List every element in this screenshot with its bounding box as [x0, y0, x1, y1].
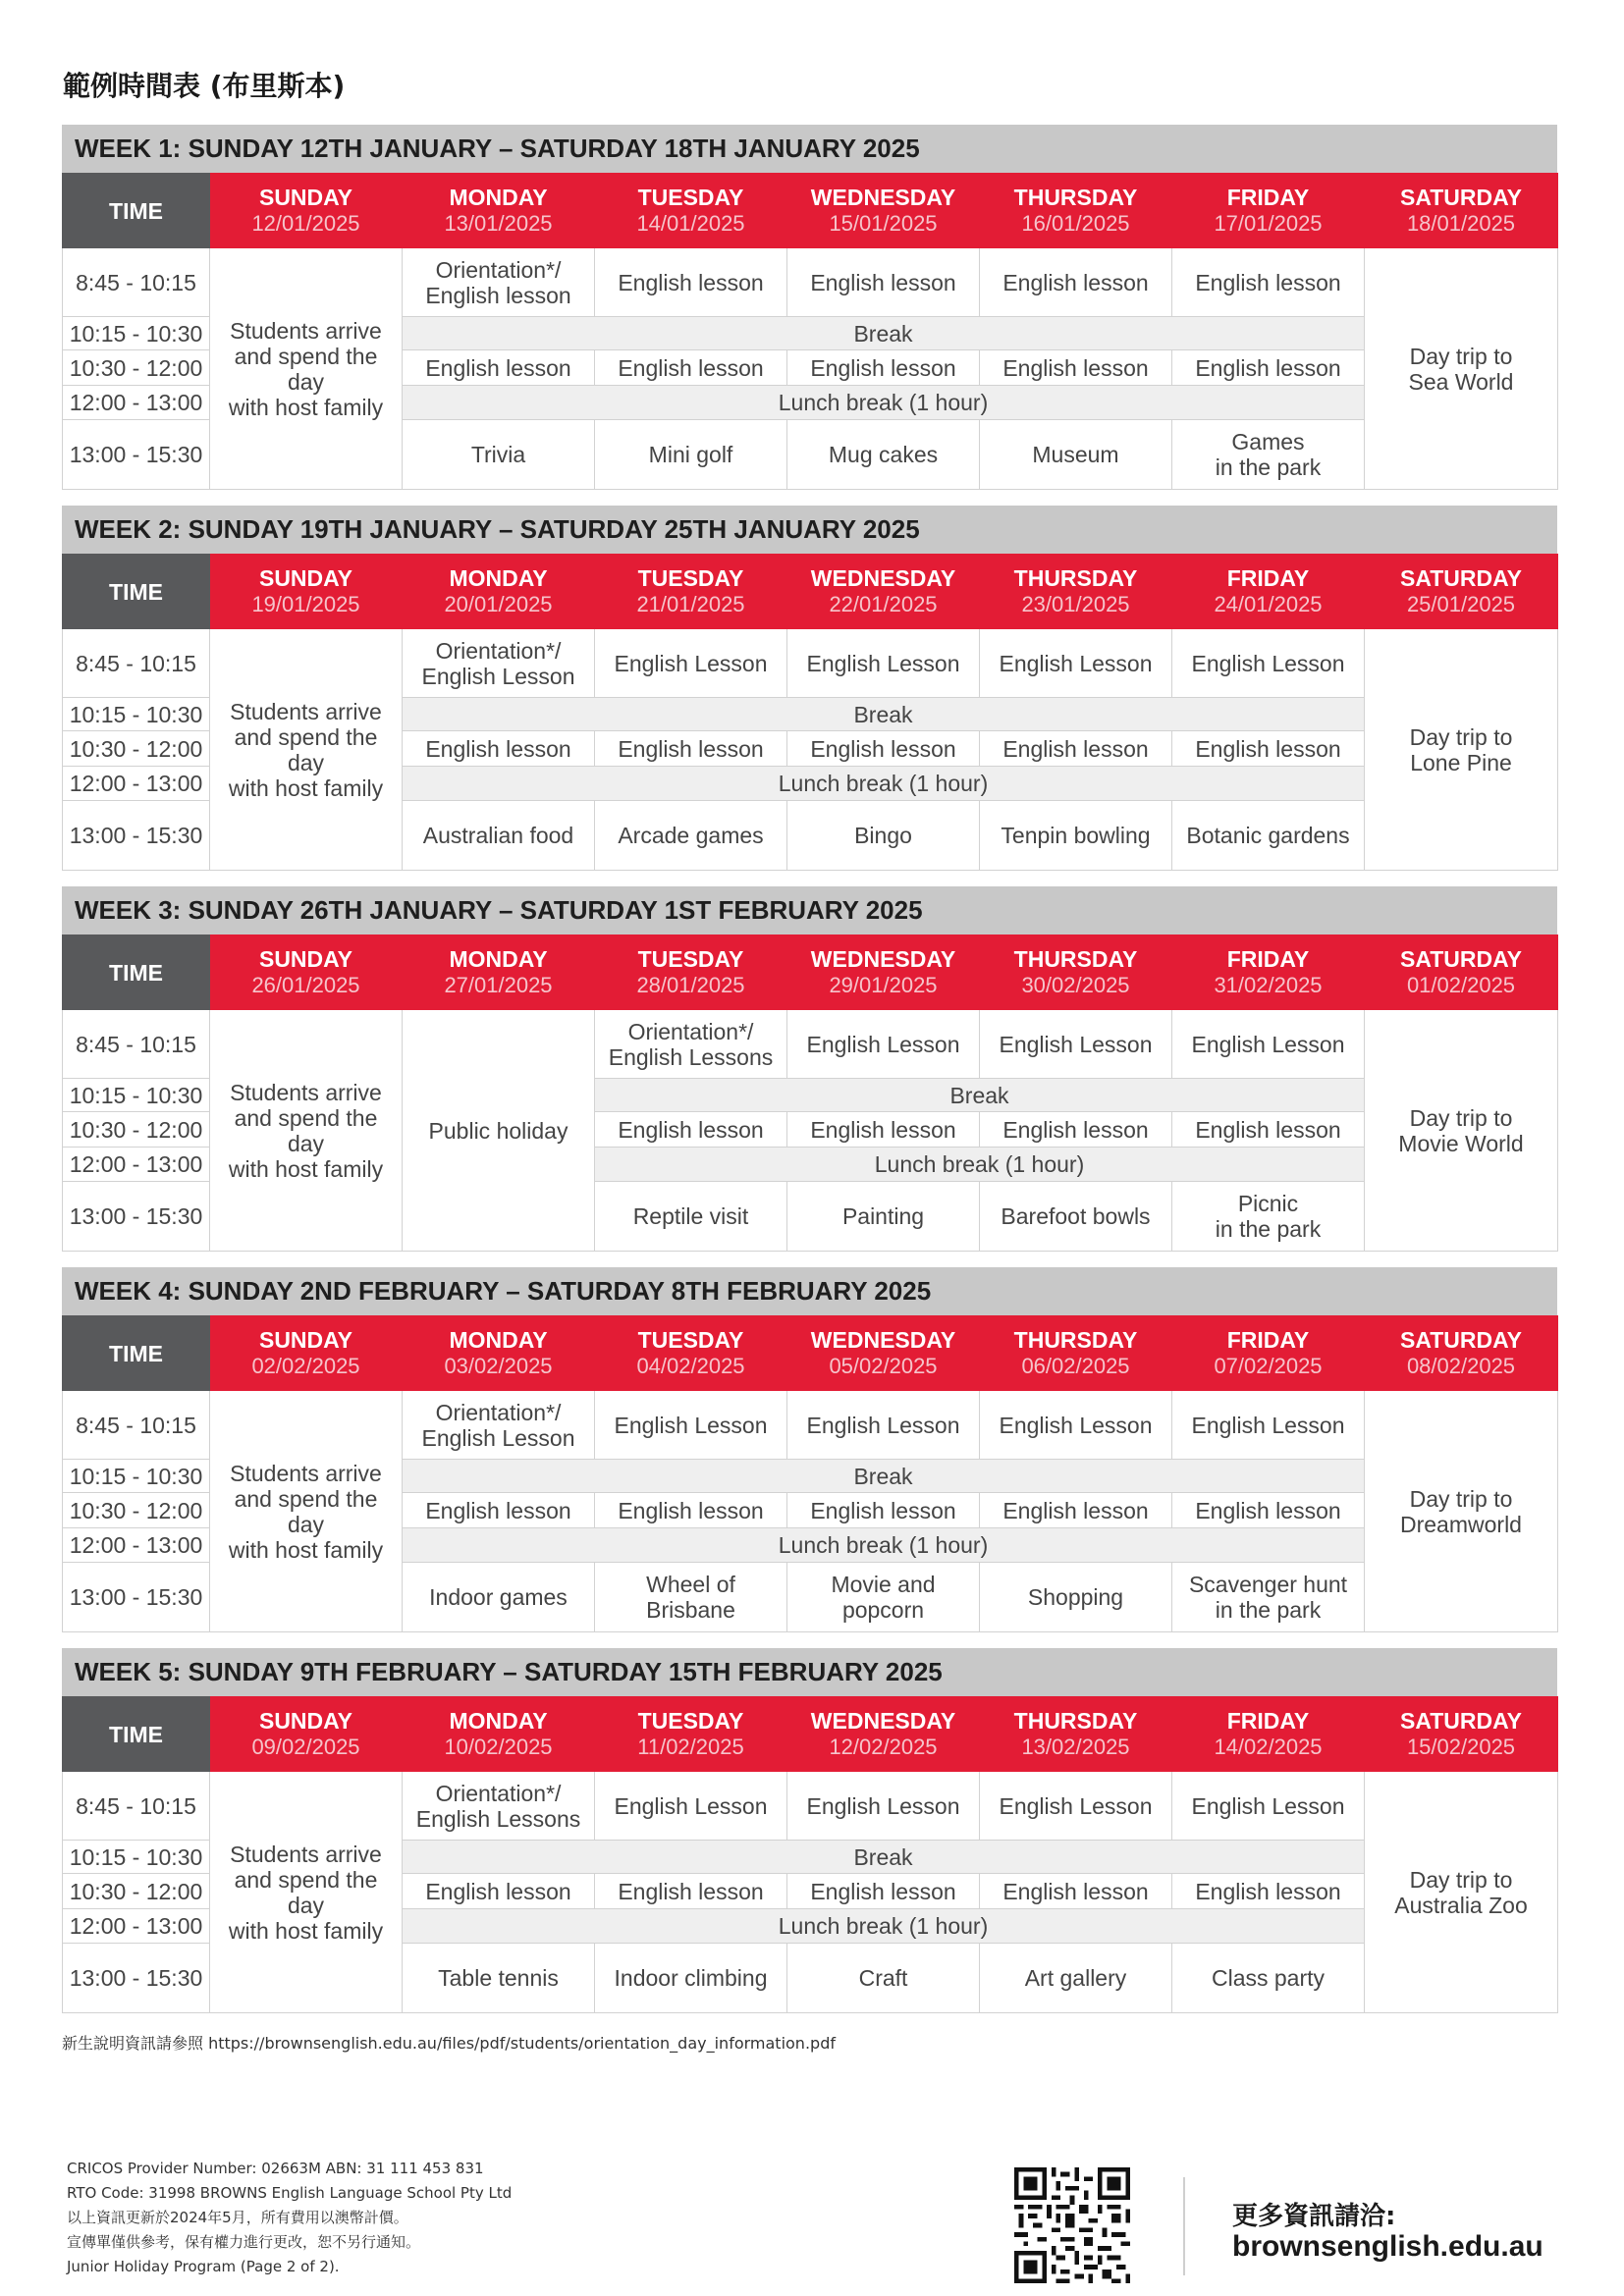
- activity-cell: Art gallery: [980, 1944, 1172, 2013]
- time-slot: 10:30 - 12:00: [63, 731, 210, 767]
- lesson-cell: English lesson: [595, 731, 787, 767]
- time-slot: 8:45 - 10:15: [63, 629, 210, 698]
- day-name: MONDAY: [449, 946, 548, 972]
- day-header-tuesday: [595, 1697, 787, 1772]
- time-slot: 12:00 - 13:00: [63, 386, 210, 420]
- day-header-row: [63, 555, 1558, 629]
- lesson-cell: English lesson: [403, 1493, 595, 1528]
- day-name: FRIDAY: [1226, 185, 1310, 210]
- lesson-cell: English lesson: [980, 1493, 1172, 1528]
- week-section: [62, 886, 1557, 1252]
- lesson-cell: English lesson: [595, 1493, 787, 1528]
- day-header-wednesday: [787, 174, 980, 248]
- day-date: 09/02/2025: [251, 1735, 360, 1759]
- week-section: [62, 1648, 1557, 2013]
- lesson-cell: English lesson: [980, 731, 1172, 767]
- day-date: 28/01/2025: [636, 973, 745, 997]
- lesson-cell: English Lesson: [787, 1010, 980, 1079]
- day-date: 20/01/2025: [444, 592, 553, 616]
- lesson-cell: English lesson: [1172, 248, 1365, 317]
- lesson-cell: English lesson: [595, 248, 787, 317]
- break-cell: Break: [403, 1460, 1365, 1493]
- lesson-cell: English lesson: [403, 731, 595, 767]
- lesson-cell: English lesson: [980, 248, 1172, 317]
- activity-cell: Class party: [1172, 1944, 1365, 2013]
- day-date: 01/02/2025: [1406, 973, 1516, 997]
- day-header-saturday: [1365, 174, 1558, 248]
- day-header-sunday: [210, 1316, 403, 1391]
- lesson-cell: English Lesson: [787, 629, 980, 698]
- footer-line-page: Junior Holiday Program (Page 2 of 2).: [67, 2258, 340, 2275]
- day-name: TUESDAY: [637, 565, 744, 591]
- saturday-day-trip-cell: Day trip to Sea World: [1365, 248, 1558, 490]
- activity-cell: Wheel of Brisbane: [595, 1563, 787, 1632]
- day-date: 22/01/2025: [829, 592, 938, 616]
- lesson-cell: English Lesson: [1172, 629, 1365, 698]
- qr-code-icon: [1014, 2167, 1130, 2283]
- day-date: 14/02/2025: [1214, 1735, 1323, 1759]
- week-title: WEEK 2: SUNDAY 19TH JANUARY – SATURDAY 25TH JANUARY 2025: [62, 506, 1557, 554]
- day-header-friday: [1172, 1316, 1365, 1391]
- break-cell: Break: [403, 698, 1365, 731]
- sunday-arrival-cell: Students arrive and spend the day with host family: [210, 1010, 403, 1252]
- time-column-header: TIME: [63, 1316, 210, 1391]
- footer-divider: [1183, 2177, 1185, 2275]
- day-header-sunday: [210, 1697, 403, 1772]
- day-name: MONDAY: [449, 1708, 548, 1734]
- day-date: 16/01/2025: [1021, 211, 1130, 236]
- day-header-thursday: [980, 174, 1172, 248]
- day-header-friday: [1172, 935, 1365, 1010]
- day-date: 21/01/2025: [636, 592, 745, 616]
- activity-cell: Reptile visit: [595, 1182, 787, 1252]
- time-slot: 13:00 - 15:30: [63, 1563, 210, 1632]
- activity-cell: Craft: [787, 1944, 980, 2013]
- day-name: TUESDAY: [637, 1327, 744, 1353]
- day-date: 17/01/2025: [1214, 211, 1323, 236]
- activity-cell: Picnic in the park: [1172, 1182, 1365, 1252]
- day-header-sunday: [210, 555, 403, 629]
- day-name: TUESDAY: [637, 946, 744, 972]
- day-date: 02/02/2025: [251, 1354, 360, 1378]
- day-header-monday: [403, 174, 595, 248]
- day-name: THURSDAY: [1013, 1708, 1138, 1734]
- page-title: 範例時間表 (布里斯本): [63, 70, 346, 102]
- lesson-cell: English lesson: [1172, 350, 1365, 386]
- day-name: THURSDAY: [1013, 946, 1138, 972]
- footer-line-update: 以上資訊更新於2024年5月，所有費用以澳幣計價。: [67, 2209, 408, 2226]
- schedule-table: [62, 554, 1558, 871]
- lesson-cell: English lesson: [980, 1874, 1172, 1909]
- activity-cell: Trivia: [403, 420, 595, 490]
- lesson-cell: English Lesson: [787, 1391, 980, 1460]
- sunday-arrival-cell: Students arrive and spend the day with host family: [210, 629, 403, 871]
- day-header-tuesday: [595, 174, 787, 248]
- time-slot: 10:30 - 12:00: [63, 350, 210, 386]
- day-date: 04/02/2025: [636, 1354, 745, 1378]
- day-name: SATURDAY: [1400, 565, 1522, 591]
- activity-cell: Mug cakes: [787, 420, 980, 490]
- day-header-saturday: [1365, 1316, 1558, 1391]
- day-date: 13/02/2025: [1021, 1735, 1130, 1759]
- break-cell: Break: [403, 317, 1365, 350]
- public-holiday-cell: Public holiday: [403, 1010, 595, 1252]
- saturday-day-trip-cell: Day trip to Lone Pine: [1365, 629, 1558, 871]
- sunday-arrival-cell: Students arrive and spend the day with host family: [210, 1772, 403, 2013]
- more-info-label: 更多資訊請洽:: [1232, 2202, 1396, 2231]
- day-name: WEDNESDAY: [810, 565, 956, 591]
- time-column-header: TIME: [63, 1697, 210, 1772]
- time-slot: 12:00 - 13:00: [63, 1909, 210, 1944]
- row-morning: [63, 248, 1558, 317]
- day-date: 15/02/2025: [1406, 1735, 1516, 1759]
- day-date: 30/02/2025: [1021, 973, 1130, 997]
- day-name: MONDAY: [449, 1327, 548, 1353]
- time-slot: 10:15 - 10:30: [63, 1079, 210, 1112]
- day-name: SUNDAY: [258, 1327, 352, 1353]
- day-name: WEDNESDAY: [810, 946, 956, 972]
- lesson-cell: English lesson: [1172, 1493, 1365, 1528]
- time-column-header: TIME: [63, 555, 210, 629]
- day-date: 07/02/2025: [1214, 1354, 1323, 1378]
- day-name: FRIDAY: [1226, 1327, 1310, 1353]
- lesson-cell: English lesson: [403, 1874, 595, 1909]
- week-section: [62, 125, 1557, 490]
- activity-cell: Shopping: [980, 1563, 1172, 1632]
- day-name: TUESDAY: [637, 1708, 744, 1734]
- day-date: 12/01/2025: [251, 211, 360, 236]
- orientation-footnote: 新生說明資訊請參照 https://brownsenglish.edu.au/files/pdf/students/orientation_day_information.pdf: [62, 2034, 836, 2053]
- lesson-cell: English lesson: [787, 1874, 980, 1909]
- day-header-friday: [1172, 174, 1365, 248]
- lesson-cell: English Lesson: [980, 629, 1172, 698]
- day-name: SUNDAY: [258, 185, 352, 210]
- day-date: 26/01/2025: [251, 973, 360, 997]
- time-slot: 8:45 - 10:15: [63, 248, 210, 317]
- time-slot: 13:00 - 15:30: [63, 1182, 210, 1252]
- lunch-break-cell: Lunch break (1 hour): [595, 1148, 1365, 1182]
- time-slot: 8:45 - 10:15: [63, 1010, 210, 1079]
- day-date: 23/01/2025: [1021, 592, 1130, 616]
- schedule-table: [62, 1315, 1558, 1632]
- day-date: 13/01/2025: [444, 211, 553, 236]
- day-name: SUNDAY: [258, 1708, 352, 1734]
- day-header-monday: [403, 555, 595, 629]
- week-title: WEEK 3: SUNDAY 26TH JANUARY – SATURDAY 1ST FEBRUARY 2025: [62, 886, 1557, 934]
- time-slot: 13:00 - 15:30: [63, 1944, 210, 2013]
- row-morning: [63, 1391, 1558, 1460]
- day-header-thursday: [980, 935, 1172, 1010]
- saturday-day-trip-cell: Day trip to Movie World: [1365, 1010, 1558, 1252]
- day-date: 06/02/2025: [1021, 1354, 1130, 1378]
- lesson-cell: English Lesson: [595, 1391, 787, 1460]
- break-cell: Break: [595, 1079, 1365, 1112]
- day-date: 12/02/2025: [829, 1735, 938, 1759]
- day-header-row: [63, 174, 1558, 248]
- day-header-wednesday: [787, 935, 980, 1010]
- week-section: [62, 506, 1557, 871]
- day-date: 24/01/2025: [1214, 592, 1323, 616]
- schedule-table: [62, 934, 1558, 1252]
- website-link[interactable]: brownsenglish.edu.au: [1232, 2230, 1543, 2263]
- time-slot: 10:15 - 10:30: [63, 1841, 210, 1874]
- footer-info: [67, 2157, 512, 2279]
- break-cell: Break: [403, 1841, 1365, 1874]
- time-column-header: TIME: [63, 174, 210, 248]
- day-header-monday: [403, 1316, 595, 1391]
- lesson-cell: English lesson: [980, 350, 1172, 386]
- day-date: 10/02/2025: [444, 1735, 553, 1759]
- day-date: 15/01/2025: [829, 211, 938, 236]
- day-name: THURSDAY: [1013, 185, 1138, 210]
- lesson-cell: English lesson: [787, 248, 980, 317]
- activity-cell: Painting: [787, 1182, 980, 1252]
- lunch-break-cell: Lunch break (1 hour): [403, 1909, 1365, 1944]
- day-name: MONDAY: [449, 565, 548, 591]
- activity-cell: Movie and popcorn: [787, 1563, 980, 1632]
- day-header-wednesday: [787, 555, 980, 629]
- activity-cell: Games in the park: [1172, 420, 1365, 490]
- lunch-break-cell: Lunch break (1 hour): [403, 1528, 1365, 1563]
- row-morning: [63, 1010, 1558, 1079]
- day-header-saturday: [1365, 935, 1558, 1010]
- time-slot: 12:00 - 13:00: [63, 1528, 210, 1563]
- day-header-sunday: [210, 935, 403, 1010]
- day-date: 11/02/2025: [637, 1735, 744, 1759]
- lesson-cell: English lesson: [1172, 1112, 1365, 1148]
- day-name: FRIDAY: [1226, 565, 1310, 591]
- day-name: WEDNESDAY: [810, 1327, 956, 1353]
- activity-cell: Mini golf: [595, 420, 787, 490]
- day-name: TUESDAY: [637, 185, 744, 210]
- time-slot: 12:00 - 13:00: [63, 1148, 210, 1182]
- time-column-header: TIME: [63, 935, 210, 1010]
- day-name: WEDNESDAY: [810, 185, 956, 210]
- time-slot: 8:45 - 10:15: [63, 1391, 210, 1460]
- day-header-monday: [403, 1697, 595, 1772]
- day-header-wednesday: [787, 1697, 980, 1772]
- sunday-arrival-cell: Students arrive and spend the day with host family: [210, 1391, 403, 1632]
- day-name: SATURDAY: [1400, 946, 1522, 972]
- lesson-cell: English lesson: [1172, 731, 1365, 767]
- day-header-row: [63, 935, 1558, 1010]
- time-slot: 8:45 - 10:15: [63, 1772, 210, 1841]
- day-date: 25/01/2025: [1406, 592, 1516, 616]
- footer-line-disclaimer: 宣傳單僅供參考，保有權力進行更改，恕不另行通知。: [67, 2233, 421, 2251]
- day-date: 03/02/2025: [444, 1354, 553, 1378]
- lesson-cell: English Lesson: [1172, 1772, 1365, 1841]
- schedule-table: [62, 1696, 1558, 2013]
- lesson-cell: English lesson: [787, 731, 980, 767]
- activity-cell: Australian food: [403, 801, 595, 871]
- day-name: FRIDAY: [1226, 946, 1310, 972]
- day-name: SUNDAY: [258, 565, 352, 591]
- lunch-break-cell: Lunch break (1 hour): [403, 386, 1365, 420]
- day-header-tuesday: [595, 935, 787, 1010]
- day-header-friday: [1172, 555, 1365, 629]
- day-name: SATURDAY: [1400, 1327, 1522, 1353]
- day-date: 05/02/2025: [829, 1354, 938, 1378]
- lesson-cell: English Lesson: [595, 629, 787, 698]
- lesson-cell: English lesson: [595, 350, 787, 386]
- day-header-thursday: [980, 1316, 1172, 1391]
- day-date: 14/01/2025: [636, 211, 745, 236]
- lesson-cell: English lesson: [1172, 1874, 1365, 1909]
- row-morning: [63, 1772, 1558, 1841]
- footer-line-cricos: CRICOS Provider Number: 02663M ABN: 31 111 453 831: [67, 2160, 484, 2177]
- time-slot: 10:15 - 10:30: [63, 317, 210, 350]
- day-name: THURSDAY: [1013, 565, 1138, 591]
- day-name: FRIDAY: [1226, 1708, 1310, 1734]
- day-date: 18/01/2025: [1406, 211, 1516, 236]
- day-header-row: [63, 1697, 1558, 1772]
- day-header-monday: [403, 935, 595, 1010]
- week-title: WEEK 5: SUNDAY 9TH FEBRUARY – SATURDAY 15TH FEBRUARY 2025: [62, 1648, 1557, 1696]
- day-header-saturday: [1365, 555, 1558, 629]
- activity-cell: Arcade games: [595, 801, 787, 871]
- lesson-cell: Orientation*/ English Lessons: [595, 1010, 787, 1079]
- day-name: WEDNESDAY: [810, 1708, 956, 1734]
- time-slot: 10:30 - 12:00: [63, 1493, 210, 1528]
- activity-cell: Barefoot bowls: [980, 1182, 1172, 1252]
- activity-cell: Botanic gardens: [1172, 801, 1365, 871]
- day-date: 31/02/2025: [1214, 973, 1323, 997]
- day-date: 29/01/2025: [829, 973, 938, 997]
- lesson-cell: English lesson: [980, 1112, 1172, 1148]
- time-slot: 13:00 - 15:30: [63, 801, 210, 871]
- lesson-cell: English Lesson: [980, 1391, 1172, 1460]
- time-slot: 10:30 - 12:00: [63, 1112, 210, 1148]
- day-name: MONDAY: [449, 185, 548, 210]
- time-slot: 13:00 - 15:30: [63, 420, 210, 490]
- day-date: 19/01/2025: [251, 592, 360, 616]
- lesson-cell: Orientation*/ English Lesson: [403, 629, 595, 698]
- day-date: 27/01/2025: [444, 973, 553, 997]
- time-slot: 12:00 - 13:00: [63, 767, 210, 801]
- row-morning: [63, 629, 1558, 698]
- week-section: [62, 1267, 1557, 1632]
- activity-cell: Table tennis: [403, 1944, 595, 2013]
- activity-cell: Scavenger hunt in the park: [1172, 1563, 1365, 1632]
- day-date: 08/02/2025: [1406, 1354, 1516, 1378]
- lesson-cell: Orientation*/ English lesson: [403, 248, 595, 317]
- lesson-cell: English Lesson: [1172, 1391, 1365, 1460]
- activity-cell: Indoor games: [403, 1563, 595, 1632]
- activity-cell: Museum: [980, 420, 1172, 490]
- schedule-container: [62, 125, 1557, 2029]
- day-name: SUNDAY: [258, 946, 352, 972]
- footer-line-rto: RTO Code: 31998 BROWNS English Language School Pty Ltd: [67, 2184, 513, 2202]
- time-slot: 10:30 - 12:00: [63, 1874, 210, 1909]
- day-header-tuesday: [595, 1316, 787, 1391]
- saturday-day-trip-cell: Day trip to Australia Zoo: [1365, 1772, 1558, 2013]
- lesson-cell: English lesson: [787, 1112, 980, 1148]
- day-name: THURSDAY: [1013, 1327, 1138, 1353]
- lesson-cell: English lesson: [787, 1493, 980, 1528]
- lesson-cell: English Lesson: [595, 1772, 787, 1841]
- lesson-cell: English lesson: [595, 1112, 787, 1148]
- day-header-saturday: [1365, 1697, 1558, 1772]
- day-header-wednesday: [787, 1316, 980, 1391]
- lesson-cell: Orientation*/ English Lessons: [403, 1772, 595, 1841]
- week-title: WEEK 4: SUNDAY 2ND FEBRUARY – SATURDAY 8TH FEBRUARY 2025: [62, 1267, 1557, 1315]
- week-title: WEEK 1: SUNDAY 12TH JANUARY – SATURDAY 18TH JANUARY 2025: [62, 125, 1557, 173]
- lesson-cell: English Lesson: [980, 1772, 1172, 1841]
- activity-cell: Indoor climbing: [595, 1944, 787, 2013]
- saturday-day-trip-cell: Day trip to Dreamworld: [1365, 1391, 1558, 1632]
- lesson-cell: English Lesson: [1172, 1010, 1365, 1079]
- lesson-cell: English lesson: [403, 350, 595, 386]
- sunday-arrival-cell: Students arrive and spend the day with host family: [210, 248, 403, 490]
- day-header-row: [63, 1316, 1558, 1391]
- lesson-cell: English Lesson: [980, 1010, 1172, 1079]
- day-header-sunday: [210, 174, 403, 248]
- lesson-cell: Orientation*/ English Lesson: [403, 1391, 595, 1460]
- activity-cell: Tenpin bowling: [980, 801, 1172, 871]
- day-header-thursday: [980, 1697, 1172, 1772]
- day-name: SATURDAY: [1400, 185, 1522, 210]
- lesson-cell: English Lesson: [787, 1772, 980, 1841]
- day-header-friday: [1172, 1697, 1365, 1772]
- time-slot: 10:15 - 10:30: [63, 1460, 210, 1493]
- day-header-tuesday: [595, 555, 787, 629]
- lesson-cell: English lesson: [595, 1874, 787, 1909]
- lunch-break-cell: Lunch break (1 hour): [403, 767, 1365, 801]
- time-slot: 10:15 - 10:30: [63, 698, 210, 731]
- lesson-cell: English lesson: [787, 350, 980, 386]
- activity-cell: Bingo: [787, 801, 980, 871]
- day-header-thursday: [980, 555, 1172, 629]
- schedule-table: [62, 173, 1558, 490]
- day-name: SATURDAY: [1400, 1708, 1522, 1734]
